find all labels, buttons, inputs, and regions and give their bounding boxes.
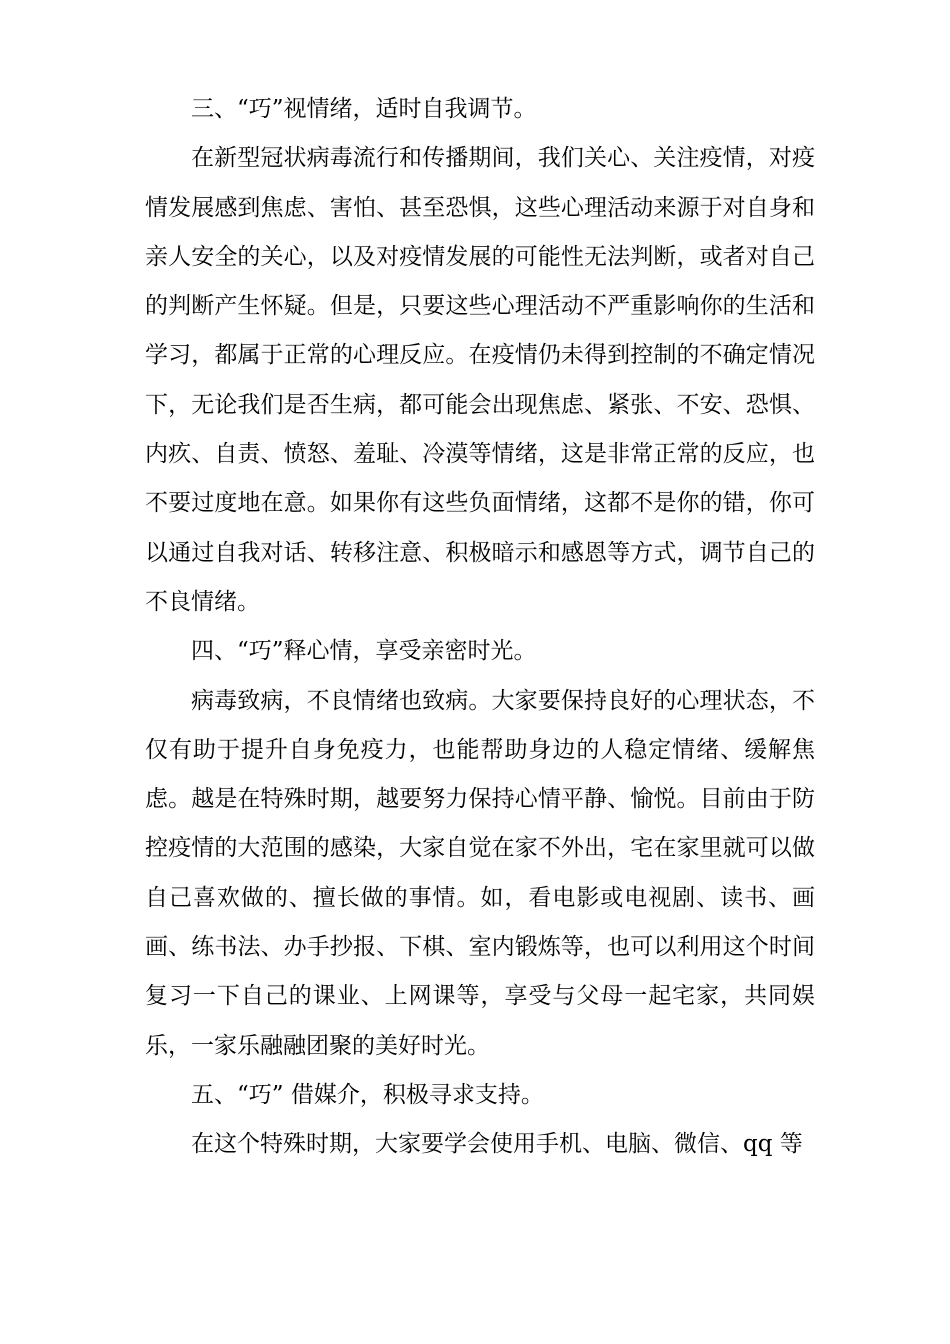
section-paragraph-4: 病毒致病，不良情绪也致病。大家要保持良好的心理状态，不仅有助于提升自身免疫力，也能帮助身边的人稳定情绪、缓解焦虑。越是在特殊时期，越要努力保持心情平静、愉悦。目前由于防控疫情的大范围的感染，大家自觉在家不外出，宅在家里就可以做自己喜欢做的、擅长做的事情。如，看电影或电视剧、读书、画画、练书法、办手抄报、下棋、室内锻炼等，也可以利用这个时间复习一下自己的课业、上网课等，享受与父母一起宅家，共同娱乐，一家乐融融团聚的美好时光。 — [145, 687, 815, 1059]
section-heading-3: 三、“巧”视情绪，适时自我调节。 — [191, 96, 537, 122]
section-heading-5: 五、“巧” 借媒介，积极寻求支持。 — [191, 1081, 544, 1108]
section-heading-4: 四、“巧”释心情，享受亲密时光。 — [191, 638, 537, 665]
section-paragraph-5: 在这个特殊时期，大家要学会使用手机、电脑、微信、qq 等 — [191, 1131, 803, 1158]
document-page — [145, 85, 815, 1170]
section-paragraph-3: 在新型冠状病毒流行和传播期间，我们关心、关注疫情，对疫情发展感到焦虑、害怕、甚至恐惧，这些心理活动来源于对自身和亲人安全的关心，以及对疫情发展的可能性无法判断，或者对自己的判断产生怀疑。但是，只要这些心理活动不严重影响你的生活和学习，都属于正常的心理反应。在疫情仍未得到控制的不确定情况下，无论我们是否生病，都可能会出现焦虑、紧张、不安、恐惧、内疚、自责、愤怒、羞耻、冷漠等情绪，这是非常正常的反应，也不要过度地在意。如果你有这些负面情绪，这都不是你的错，你可以通过自我对话、转移注意、积极暗示和感恩等方式，调节自己的不良情绪。 — [145, 145, 815, 615]
